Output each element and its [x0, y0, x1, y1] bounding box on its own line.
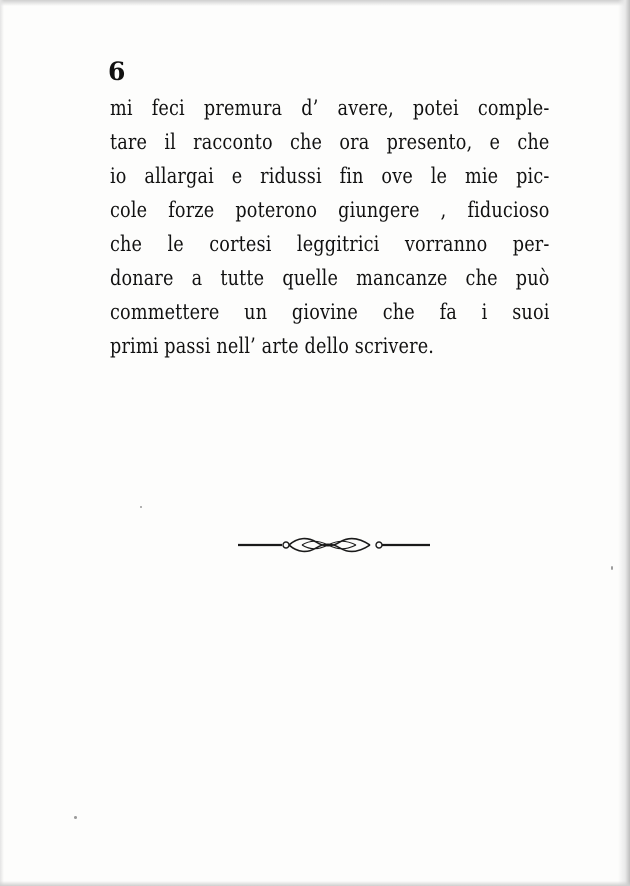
- text-line: donare a tutte quelle mancanze che può: [110, 266, 550, 291]
- text-line: io allargai e ridussi fin ove le mie pic-: [110, 164, 550, 189]
- scan-edge-right: [618, 0, 630, 886]
- paper-speck: [74, 816, 77, 819]
- scan-edge-left: [0, 0, 4, 886]
- page-number: 6: [108, 57, 126, 86]
- text-line: cole forze poterono giungere , fiducioso: [110, 198, 550, 223]
- body-paragraph: [110, 92, 550, 364]
- text-line: tare il racconto che ora presento, e che: [110, 130, 550, 155]
- paper-speck: [611, 566, 613, 570]
- scan-edge-bottom: [0, 881, 630, 886]
- text-line: commettere un giovine che fa i suoi: [110, 300, 550, 325]
- text-line: primi passi nell’ arte dello scrivere.: [110, 334, 435, 359]
- text-line: che le cortesi leggitrici vorranno per-: [110, 232, 550, 257]
- scroll-ornament-icon: [236, 532, 432, 558]
- paper-speck: [140, 506, 142, 508]
- scan-edge-top: [0, 0, 630, 6]
- text-line: mi feci premura d’ avere, potei comple-: [110, 96, 550, 121]
